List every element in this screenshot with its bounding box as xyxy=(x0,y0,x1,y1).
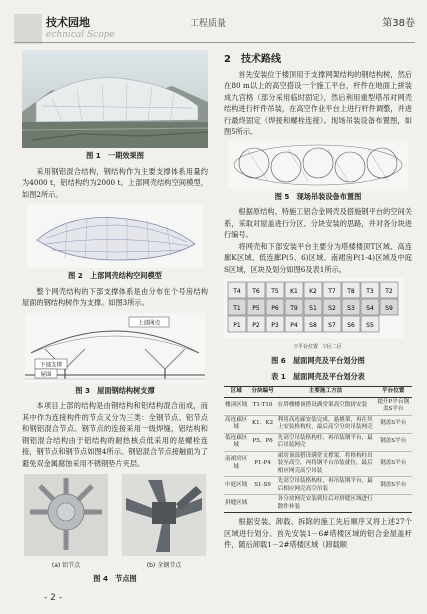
cell-area: 中庭区域 xyxy=(224,477,248,495)
table-header: 平台位置 xyxy=(374,387,412,398)
zone-label: P3 xyxy=(271,322,279,329)
figure-4-caption: 图 4 节点图 xyxy=(93,574,137,583)
zone-label: S1 xyxy=(309,305,317,312)
zone-label: T9 xyxy=(290,305,298,312)
cell-method: 利用高连廊安装完成，悬挑架，再在其上安装格构柱，最后高空分块吊装网壳 xyxy=(277,415,375,433)
cell-code: K1、K2 xyxy=(248,415,276,433)
cell-area: 南裙房区域 xyxy=(224,451,248,477)
zone-cell xyxy=(323,299,341,315)
left-column xyxy=(22,50,208,589)
magazine-name: 工程质量 xyxy=(190,19,227,29)
zone-label: K1 xyxy=(290,288,298,295)
zone-cell xyxy=(323,282,341,298)
cell-method: 各分块网壳安装到位后对拼缝区域进行散件补装 xyxy=(277,495,375,513)
cell-code: P5、P6 xyxy=(248,433,276,451)
zone-cell xyxy=(266,299,284,315)
zone-cell xyxy=(228,316,246,332)
zone-label: P2 xyxy=(252,322,260,329)
cell-platform: 提升P平台钢盖S平台 xyxy=(374,397,412,415)
table-header: 分块编号 xyxy=(248,387,276,398)
table-header: 区域 xyxy=(224,387,248,398)
zone-label: S5 xyxy=(366,322,374,329)
header-logo-box xyxy=(14,14,42,44)
cell-platform: 钢盖S平台 xyxy=(374,415,412,433)
zone-cell xyxy=(304,299,322,315)
zone-cell xyxy=(342,316,360,332)
paragraph: 整个网壳结构的下部支撑体系是由分布在个号房结构屋面的钢结构树作为支撑。如图3所示。 xyxy=(22,286,208,307)
running-header xyxy=(0,0,427,48)
cell-platform xyxy=(374,495,412,513)
table-row xyxy=(224,495,412,513)
zone-label: T3 xyxy=(366,288,374,295)
steel-node-image xyxy=(122,474,206,556)
paragraph: 根据安装、卸载、拆除的施工先后顺序又将上述27个区域进行划分。首先安装1－6#塔楼区域的铝合金屋盖杆件，随后卸载1－2#塔楼区域（卸载顺 xyxy=(224,517,412,549)
cell-method: 在塔楼楼顶搭设满堂架高空散拼安装 xyxy=(277,397,375,415)
column-title: 技术园地 xyxy=(46,16,90,29)
cell-platform: 钢盖S平台 xyxy=(374,451,412,477)
label-upper-shell: 上部网壳 xyxy=(137,320,161,326)
zone-cell xyxy=(361,316,379,332)
zone-label: T2 xyxy=(385,288,393,295)
cell-area: 楼顶区域 xyxy=(224,397,248,415)
figure-2-caption: 图 2 上部网壳结构空间模型 xyxy=(68,271,162,280)
header-rule xyxy=(14,42,415,43)
paragraph: 将网壳和下部安装平台主要分为塔楼楼顶T区域、高连廊K区域、低连廊P(5、6)区域、南裙房P(1-4)区域及中庭S区域，区块及划分如图6及表1所示。 xyxy=(224,241,412,274)
issue-label: 第38卷 xyxy=(382,18,415,29)
zone-label: P1 xyxy=(233,322,241,329)
zone-cell xyxy=(342,299,360,315)
figure-6-caption: 图 6 屋面网壳及平台划分图 xyxy=(271,356,365,365)
cell-code: S1-S9 xyxy=(248,477,276,495)
cell-code xyxy=(248,495,276,513)
zone-cell xyxy=(361,282,379,298)
zone-label: T4 xyxy=(233,288,241,295)
zone-cell xyxy=(304,316,322,332)
zone-label: S3 xyxy=(347,305,355,312)
label-roof: 屋面 xyxy=(40,371,52,378)
cell-code: P1-P4 xyxy=(248,451,276,477)
cell-area: 高连廊区域 xyxy=(224,415,248,433)
figure-3-tree-support xyxy=(25,313,205,383)
table-row xyxy=(224,433,412,451)
table-1-title: 表 1 屋面网壳及平台划分表 xyxy=(271,371,365,381)
column-title-en: echnical Scope xyxy=(46,30,115,40)
zone-cell xyxy=(304,282,322,298)
zone-label: S2 xyxy=(328,305,336,312)
cell-method: 先高空吊装格构柱、再吊装钢平台，最后吊装网壳 xyxy=(277,433,375,451)
cell-platform: 钢盖S平台 xyxy=(374,433,412,451)
zone-label: P6 xyxy=(271,305,279,312)
zoning-legend: ▽平台位置 ▽区二区 xyxy=(294,343,342,350)
zone-cell xyxy=(285,299,303,315)
zone-cell xyxy=(285,282,303,298)
zone-label: P4 xyxy=(290,322,298,329)
table-header: 主要施工方法 xyxy=(277,387,375,398)
zone-label: S6 xyxy=(347,322,355,329)
zone-label: S9 xyxy=(385,305,393,312)
figure-3-caption: 图 3 屋面钢结构树支撑 xyxy=(75,385,155,395)
subcaption-b: (b) 全钢节点 xyxy=(146,561,182,569)
zone-label: T5 xyxy=(271,288,279,295)
paragraph: 采用钢铝混合结构，钢结构作为主要支撑体系用量约为4000 t，铝结构约为2000 t。上部网壳结构空间模型，如图2所示。 xyxy=(22,166,208,199)
zone-label: T1 xyxy=(233,305,241,312)
cell-code: T1-T10 xyxy=(248,397,276,415)
paragraph: 首先安装位于楼顶用于支撑网架结构的钢结构树，然后在80 m以上的高空搭设一个施工平台，杆件在地面上拼装成九宫格（部分采用临时固定），然后利用重型塔吊对网壳结构进行杆件吊装，在高空作业平台上进行杆件调整，并进行最终固定（焊接和螺栓连接）。现场吊装设备布置图，如图5所示。 xyxy=(224,69,412,136)
zoning-table xyxy=(224,386,412,513)
cell-method: 裙房顶部搭设满堂支撑架，将格构柱吊装至高空，再将钢平台吊装就位，最后相应网壳高空吊装 xyxy=(277,451,375,477)
subcaption-a: (a) 铝节点 xyxy=(51,561,81,569)
aluminum-node-image xyxy=(24,474,108,556)
zone-label: T6 xyxy=(252,288,260,295)
zone-cell xyxy=(361,299,379,315)
zone-cell xyxy=(228,299,246,315)
zone-cell xyxy=(247,282,265,298)
zone-label: S8 xyxy=(309,322,317,329)
zone-label: S7 xyxy=(328,322,336,329)
figure-5-crane-layout xyxy=(228,141,408,189)
zoning-diagram xyxy=(224,278,404,338)
zone-label: T8 xyxy=(347,288,355,295)
table-row xyxy=(224,477,412,495)
table-row xyxy=(224,415,412,433)
zone-cell xyxy=(323,316,341,332)
zone-cell xyxy=(247,299,265,315)
paragraph: 本项目上部的结构是由钢结构和铝结构混合而成，而其中作为连接构件的节点又分为三类：全钢节点、铝节点和钢铝混合节点。钢节点的连接采用一级焊缝，铝结构和钢铝混合结构由于铝结构的耐热核点低采用的是螺栓连接，钢节点和钢节点如图4所示。钢铝混合节点接触面为了避免双金属腐蚀采用不锈钢垫片夹层。 xyxy=(22,401,208,468)
zone-cell xyxy=(285,316,303,332)
table-row xyxy=(224,397,412,415)
figure-5-caption: 图 5 现场吊装设备布置图 xyxy=(274,191,362,201)
zone-cell xyxy=(380,282,398,298)
zone-cell xyxy=(266,316,284,332)
zone-cell xyxy=(342,282,360,298)
zone-cell xyxy=(247,316,265,332)
table-row xyxy=(224,451,412,477)
zone-cell xyxy=(228,282,246,298)
right-column xyxy=(224,50,412,551)
figure-4-nodes xyxy=(22,474,208,571)
figure-1-rendering xyxy=(22,50,208,148)
figure-1-caption: 图 1 一期效果图 xyxy=(86,151,144,160)
cell-area: 拼缝区域 xyxy=(224,495,248,513)
cell-platform: 钢盖S平台 xyxy=(374,477,412,495)
zone-label: P5 xyxy=(252,305,260,312)
figure-2-model xyxy=(27,204,203,268)
zone-label: T7 xyxy=(328,288,336,295)
label-lower-support: 下部支撑 xyxy=(39,362,63,368)
cell-method: 先高空吊装格构柱、再吊装钢平台，最后相应网壳高空吊装 xyxy=(277,477,375,495)
cell-area: 低连廊区域 xyxy=(224,433,248,451)
zone-label: K2 xyxy=(309,288,317,295)
zone-cell xyxy=(266,282,284,298)
zone-cell xyxy=(380,299,398,315)
zone-label: S4 xyxy=(366,305,374,312)
section-heading: 2 技术路线 xyxy=(224,54,281,65)
figure-6-zoning xyxy=(224,278,412,353)
paragraph: 根据原结构、特施工铝合金网壳及搭施钢平台的空间关系，采取对屋盖进行分区、分块安装的思路，并对各分块进行编号。 xyxy=(224,207,412,239)
page-number: - 2 - xyxy=(44,593,62,603)
